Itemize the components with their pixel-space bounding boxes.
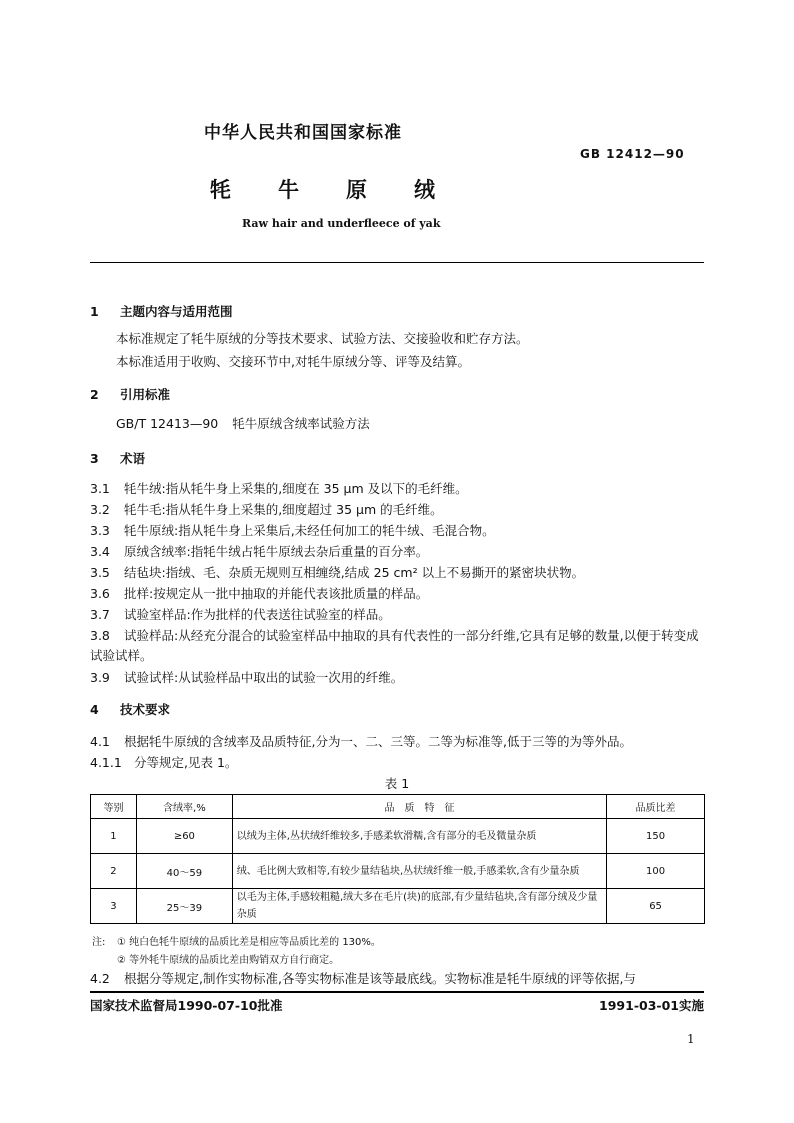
paragraph: 本标准适用于收购、交接环节中,对牦牛原绒分等、评等及结算。 xyxy=(116,354,470,369)
section-title: 引用标准 xyxy=(120,387,171,402)
term-item xyxy=(90,605,704,625)
grade-cell: 1 xyxy=(91,819,137,854)
item-text: 试验样品:从经充分混合的试验室样品中抽取的具有代表性的一部分纤维,它具有足够的数量,以便于转变成试验试样。 xyxy=(90,628,699,663)
description-cell: 以毛为主体,手感较粗糙,绒大多在毛片(块)的底部,有少量结毡块,含有部分绒及少量杂质 xyxy=(232,889,606,924)
item-text: 牦牛绒:指从牦牛身上采集的,细度在 35 μm 及以下的毛纤维。 xyxy=(124,481,468,496)
column-header: 品质比差 xyxy=(607,795,705,819)
section-number: 3 xyxy=(90,451,99,466)
grade-cell: 2 xyxy=(91,854,137,889)
rate-cell: 40～59 xyxy=(136,854,232,889)
table-note-label: 注: xyxy=(92,937,106,948)
column-header: 品 质 特 征 xyxy=(232,795,606,819)
section-4-heading xyxy=(90,700,170,718)
item-text: 牦牛原绒:指从牦牛身上采集后,未经任何加工的牦牛绒、毛混合物。 xyxy=(124,523,495,538)
description-cell: 绒、毛比例大致相等,有较少量结毡块,丛状绒纤维一般,手感柔软,含有少量杂质 xyxy=(232,854,606,889)
term-item xyxy=(90,668,704,688)
table-header-row xyxy=(91,795,705,819)
section-2-heading xyxy=(90,385,170,403)
section-number: 1 xyxy=(90,304,99,319)
grade-cell: 3 xyxy=(91,889,137,924)
term-item xyxy=(90,500,704,520)
ratio-cell: 65 xyxy=(607,889,705,924)
table-note: ② 等外牦牛原绒的品质比差由购销双方自行商定。 xyxy=(117,955,340,966)
english-title: Raw hair and underfleece of yak xyxy=(242,217,441,230)
item-number: 3.4 xyxy=(90,544,110,559)
term-item xyxy=(90,563,704,583)
item-text: 结毡块:指绒、毛、杂质无规则互相缠绕,结成 25 cm² 以上不易撕开的紧密块状物。 xyxy=(124,565,585,580)
document-title: 牦牛原绒 xyxy=(210,178,482,202)
ratio-cell: 100 xyxy=(607,854,705,889)
term-item xyxy=(90,479,704,499)
item-text: 原绒含绒率:指牦牛绒占牦牛原绒去杂后重量的百分率。 xyxy=(124,544,429,559)
standard-heading: 中华人民共和国国家标准 xyxy=(204,123,402,143)
grading-table xyxy=(90,794,705,924)
rate-cell: 25～39 xyxy=(136,889,232,924)
reference-standard xyxy=(116,414,370,434)
term-item xyxy=(90,584,704,604)
table-note: ① 纯白色牦牛原绒的品质比差是相应等品质比差的 130%。 xyxy=(117,937,381,948)
section-title: 技术要求 xyxy=(120,702,171,717)
standard-code: GB 12412—90 xyxy=(580,147,685,161)
table-row xyxy=(91,889,705,924)
section-1-heading xyxy=(90,302,233,320)
effective-date: 1991-03-01实施 xyxy=(599,998,704,1013)
clause-4-2 xyxy=(90,969,704,989)
item-text: 牦牛毛:指从牦牛身上采集的,细度超过 35 μm 的毛纤维。 xyxy=(124,502,443,517)
page-number: 1 xyxy=(687,1032,695,1046)
clause-4-1 xyxy=(90,732,704,752)
item-number: 3.9 xyxy=(90,670,110,685)
footer-divider xyxy=(90,991,704,993)
section-number: 2 xyxy=(90,387,99,402)
item-number: 3.7 xyxy=(90,607,110,622)
item-number: 4.1.1 xyxy=(90,755,122,770)
item-number: 3.2 xyxy=(90,502,110,517)
item-number: 4.1 xyxy=(90,734,110,749)
column-header: 含绒率,% xyxy=(136,795,232,819)
item-number: 3.3 xyxy=(90,523,110,538)
item-text: 根据牦牛原绒的含绒率及品质特征,分为一、二、三等。二等为标准等,低于三等的为等外品。 xyxy=(124,734,632,749)
ratio-cell: 150 xyxy=(607,819,705,854)
table-row xyxy=(91,854,705,889)
term-item xyxy=(90,626,704,666)
reference-code: GB/T 12413—90 xyxy=(116,416,219,431)
section-number: 4 xyxy=(90,702,99,717)
term-item xyxy=(90,521,704,541)
item-number: 3.1 xyxy=(90,481,110,496)
term-item xyxy=(90,542,704,562)
rate-cell: ≥60 xyxy=(136,819,232,854)
description-cell: 以绒为主体,丛状绒纤维较多,手感柔软滑糯,含有部分的毛及微量杂质 xyxy=(232,819,606,854)
item-number: 3.6 xyxy=(90,586,110,601)
approval-date: 国家技术监督局1990-07-10批准 xyxy=(90,998,283,1013)
table-caption: 表 1 xyxy=(384,776,410,791)
item-text: 试验室样品:作为批样的代表送往试验室的样品。 xyxy=(124,607,391,622)
item-number: 3.5 xyxy=(90,565,110,580)
paragraph: 本标准规定了牦牛原绒的分等技术要求、试验方法、交接验收和贮存方法。 xyxy=(116,331,529,346)
item-text: 试验试样:从试验样品中取出的试验一次用的纤维。 xyxy=(124,670,404,685)
item-text: 根据分等规定,制作实物标准,各等实物标准是该等最底线。实物标准是牦牛原绒的评等依据,与 xyxy=(124,971,636,986)
item-text: 分等规定,见表 1。 xyxy=(134,755,238,770)
section-3-heading xyxy=(90,449,145,467)
section-title: 主题内容与适用范围 xyxy=(120,304,233,319)
item-number: 3.8 xyxy=(90,628,110,643)
clause-4-1-1 xyxy=(90,753,704,773)
item-number: 4.2 xyxy=(90,971,110,986)
header-divider xyxy=(90,262,704,263)
section-title: 术语 xyxy=(120,451,146,466)
column-header: 等别 xyxy=(91,795,137,819)
table-row xyxy=(91,819,705,854)
item-text: 批样:按规定从一批中抽取的并能代表该批质量的样品。 xyxy=(124,586,429,601)
reference-name: 牦牛原绒含绒率试验方法 xyxy=(232,416,370,431)
